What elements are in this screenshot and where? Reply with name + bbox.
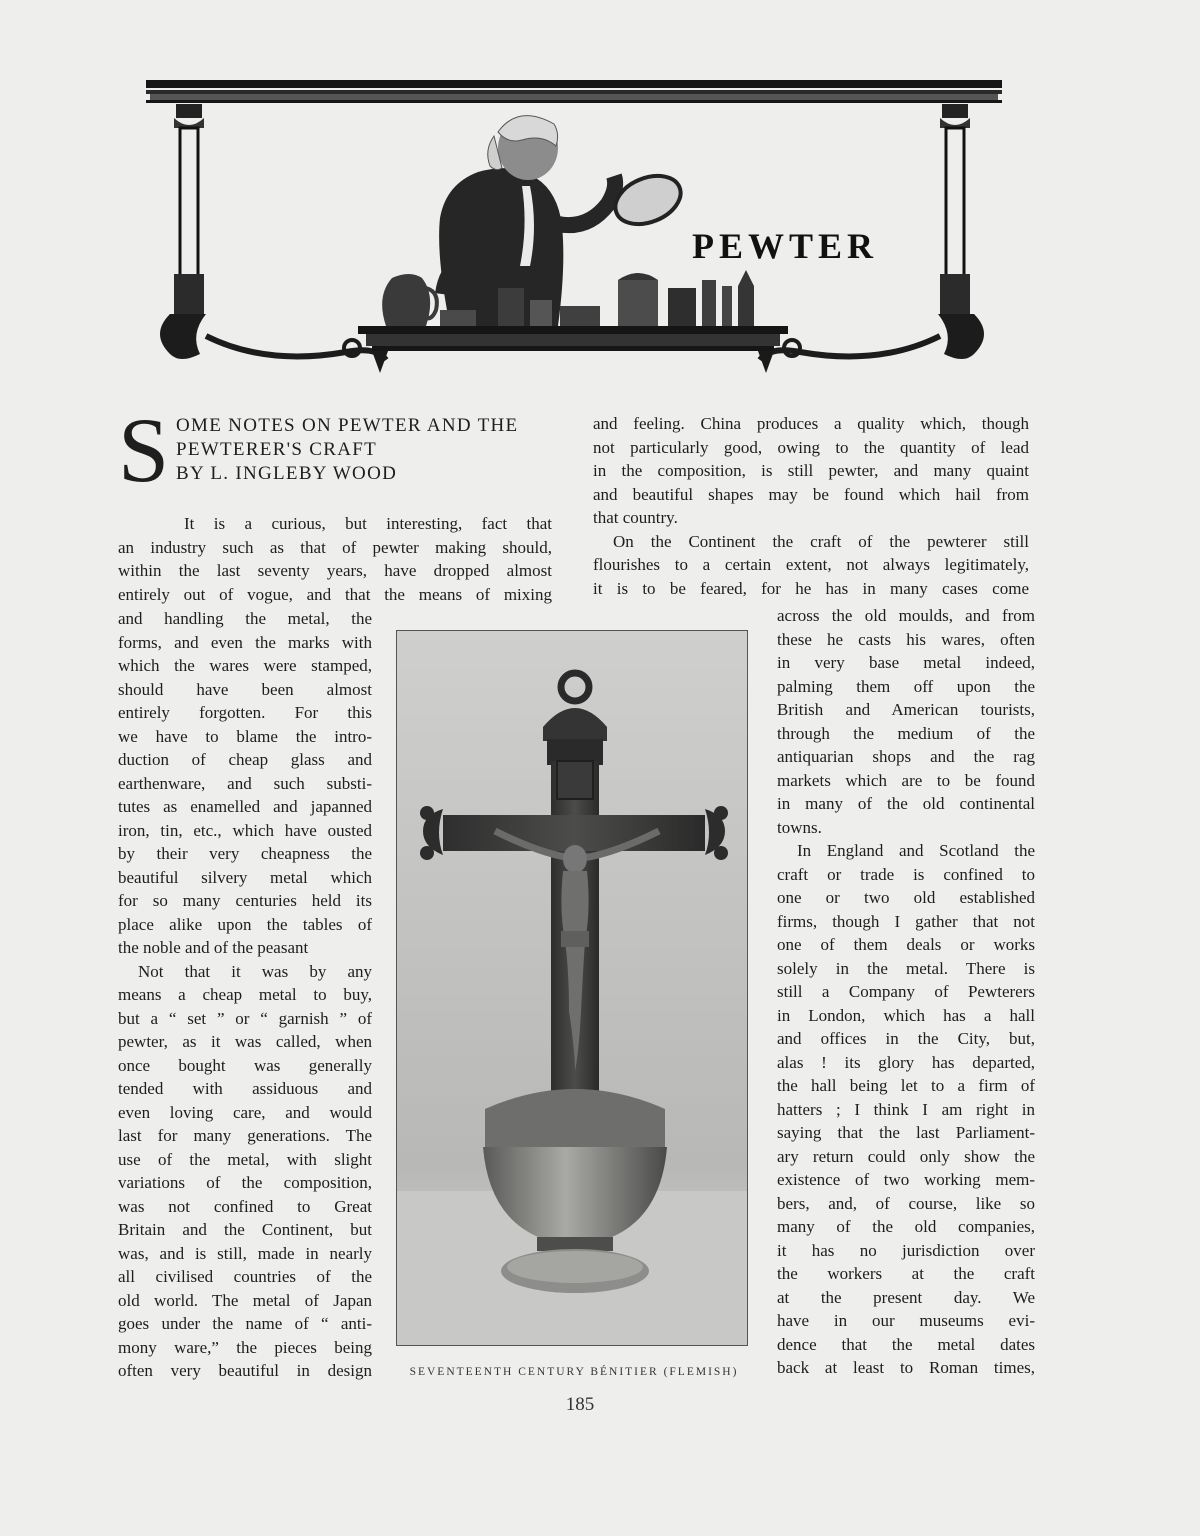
- text-line: it has no jurisdiction over: [777, 1240, 1035, 1260]
- page-number: 185: [565, 1394, 595, 1415]
- text-line: goes under the name of “ anti-: [118, 1314, 372, 1333]
- text-line: in the composition, is still pewter, and many quaint: [593, 461, 1029, 480]
- text-line: ary return could only show the: [777, 1146, 1035, 1166]
- text-line: have in our museums evi-: [777, 1311, 1035, 1330]
- text-line: old world. The metal of Japan: [118, 1290, 372, 1310]
- text-line: place alike upon the tables of: [118, 914, 372, 934]
- text-line: within the last seventy years, have dropped almost: [118, 561, 552, 580]
- text-line: back at least to Roman times,: [777, 1358, 1035, 1377]
- text-line: antiquarian shops and the rag: [777, 747, 1035, 766]
- text-line: dence that the metal dates: [777, 1334, 1035, 1354]
- text-line: flourishes to a certain extent, not always legitimately,: [593, 555, 1029, 574]
- right-column-top: [593, 412, 1029, 600]
- text-line: by their very cheapness the: [118, 844, 372, 863]
- text-line: markets which are to be found: [777, 770, 1035, 790]
- text-line: at the present day. We: [777, 1287, 1035, 1307]
- text-line: means a cheap metal to buy,: [118, 985, 372, 1004]
- text-line: bers, and, of course, like so: [777, 1193, 1035, 1213]
- text-line: once bought was generally: [118, 1055, 372, 1075]
- text-line: solely in the metal. There is: [777, 958, 1035, 978]
- text-line: the noble and of the peasant: [118, 938, 309, 957]
- text-line: should have been almost: [118, 679, 372, 699]
- text-line: palming them off upon the: [777, 676, 1035, 696]
- author-byline: BY L. INGLEBY WOOD: [176, 463, 398, 484]
- article-heading: [118, 399, 568, 501]
- text-line: existence of two working mem-: [777, 1170, 1035, 1189]
- benitier-photograph: [396, 630, 748, 1346]
- text-line: last for many generations. The: [118, 1126, 372, 1145]
- text-line: tended with assiduous and: [118, 1079, 372, 1098]
- text-line: and beautiful shapes may be found which hail from: [593, 484, 1029, 504]
- text-line: in many of the old continental: [777, 794, 1035, 813]
- text-line: often very beautiful in design: [118, 1361, 372, 1380]
- text-line: earthenware, and such substi-: [118, 773, 372, 793]
- page-title: PEWTER: [692, 226, 879, 266]
- text-line: towns.: [777, 817, 822, 837]
- text-line: tutes as enamelled and japanned: [118, 797, 372, 816]
- text-line: Not that it was by any: [138, 961, 372, 981]
- text-line: craft or trade is confined to: [777, 864, 1035, 884]
- text-line: still a Company of Pewterers: [777, 982, 1035, 1001]
- text-line: in very base metal indeed,: [777, 653, 1035, 672]
- text-line: and handling the metal, the: [118, 609, 372, 628]
- text-line: it is to be feared, for he has in many cases come: [593, 578, 1029, 598]
- text-line: British and American tourists,: [777, 700, 1035, 719]
- text-line: that country.: [593, 508, 678, 527]
- drop-cap: S: [118, 399, 170, 501]
- text-line: variations of the composition,: [118, 1173, 372, 1192]
- text-line: firms, though I gather that not: [777, 911, 1035, 931]
- text-line: entirely out of vogue, and that the means of mixing: [118, 584, 552, 604]
- text-line: and feeling. China produces a quality which, though: [593, 414, 1029, 433]
- text-line: iron, tin, etc., which have ousted: [118, 820, 372, 840]
- crucifix-illustration: [397, 631, 747, 1345]
- text-line: entirely forgotten. For this: [118, 703, 372, 722]
- text-line: use of the metal, with slight: [118, 1149, 372, 1169]
- heading-line-2: PEWTERER'S CRAFT: [176, 439, 378, 460]
- text-line: pewter, as it was called, when: [118, 1032, 372, 1051]
- right-column-narrow: [777, 604, 1035, 1380]
- text-line: duction of cheap glass and: [118, 750, 372, 769]
- text-line: In England and Scotland the: [797, 841, 1035, 860]
- text-line: one of them deals or works: [777, 935, 1035, 954]
- pewter-vessels: [382, 270, 754, 326]
- cornice-top: [146, 80, 1002, 88]
- right-column: [938, 104, 984, 359]
- text-line: many of the old companies,: [777, 1217, 1035, 1236]
- heading-line-1: OME NOTES ON PEWTER AND THE: [176, 415, 519, 436]
- text-line: beautiful silvery metal which: [118, 867, 372, 887]
- text-line: one or two old established: [777, 888, 1035, 907]
- text-line: across the old moulds, and from: [777, 606, 1035, 625]
- text-line: even loving care, and would: [118, 1102, 372, 1122]
- text-line: and offices in the City, but,: [777, 1029, 1035, 1048]
- text-line: On the Continent the craft of the pewterer still: [613, 531, 1029, 551]
- text-line: through the medium of the: [777, 723, 1035, 743]
- text-line: mony ware,” the pieces being: [118, 1337, 372, 1357]
- shelf: [358, 326, 788, 334]
- text-line: hatters ; I think I am right in: [777, 1099, 1035, 1119]
- text-line: the hall being let to a firm of: [777, 1076, 1035, 1095]
- text-line: not particularly good, owing to the quantity of lead: [593, 437, 1029, 457]
- text-line: all civilised countries of the: [118, 1267, 372, 1286]
- text-line: an industry such as that of pewter making should,: [118, 537, 552, 557]
- text-line: the workers at the craft: [777, 1264, 1035, 1283]
- text-line: saying that the last Parliament-: [777, 1123, 1035, 1142]
- text-line: we have to blame the intro-: [118, 726, 372, 746]
- text-line: alas ! its glory has departed,: [777, 1052, 1035, 1072]
- text-line: but a “ set ” or “ garnish ” of: [118, 1008, 372, 1028]
- text-line: forms, and even the marks with: [118, 632, 372, 652]
- text-line: was not confined to Great: [118, 1196, 372, 1216]
- left-column-top: [118, 512, 552, 606]
- text-line: was, and is still, made in nearly: [118, 1243, 372, 1263]
- text-line: these he casts his wares, often: [777, 629, 1035, 649]
- text-line: in London, which has a hall: [777, 1005, 1035, 1025]
- text-line: It is a curious, but interesting, fact that: [184, 514, 552, 533]
- text-line: which the wares were stamped,: [118, 656, 372, 675]
- text-line: for so many centuries held its: [118, 891, 372, 910]
- text-line: Britain and the Continent, but: [118, 1220, 372, 1239]
- figure-caption: SEVENTEENTH CENTURY BÉNITIER (FLEMISH): [409, 1366, 739, 1378]
- left-column-narrow: [118, 607, 372, 1383]
- left-column: [160, 104, 206, 359]
